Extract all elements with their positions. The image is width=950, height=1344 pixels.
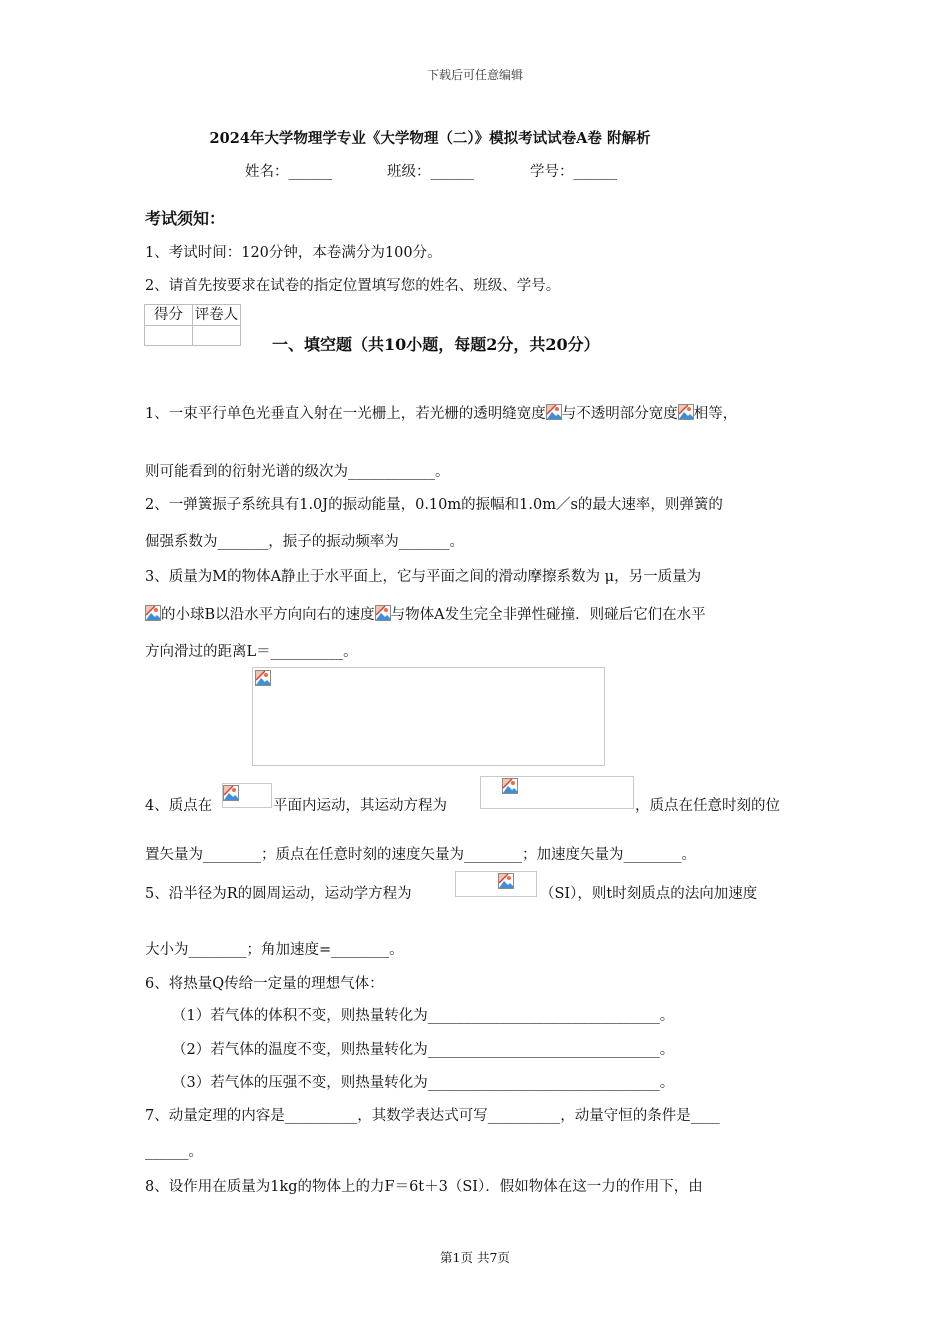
- q3-text-b: 与物体A发生完全非弹性碰撞．则碰后它们在水平: [390, 607, 706, 623]
- formula-image-frame: [455, 871, 537, 897]
- question-3-line1: 3、质量为M的物体A静止于水平面上，它与平面之间的滑动摩擦系数为 μ，另一质量为: [145, 569, 702, 585]
- question-6-sub3: （3）若气体的压强不变，则热量转化为________________________________。: [172, 1075, 675, 1091]
- question-5-line1a: 5、沿半径为R的圆周运动，运动学方程为: [145, 886, 412, 902]
- score-cell: [145, 326, 193, 346]
- student-id-field: 学号：______: [530, 164, 617, 180]
- broken-image-icon: [145, 605, 161, 621]
- question-1-line2: 则可能看到的衍射光谱的级次为____________。: [145, 464, 450, 480]
- name-field: 姓名：______: [245, 164, 332, 180]
- broken-image-icon: [498, 873, 514, 889]
- broken-image-icon: [502, 778, 518, 794]
- question-2-line2: 倔强系数为_______，振子的振动频率为_______。: [145, 534, 464, 550]
- question-6-sub1: （1）若气体的体积不变，则热量转化为________________________________。: [172, 1008, 675, 1024]
- exam-title: 2024年大学物理学专业《大学物理（二）》模拟考试试卷A卷 附解析: [209, 130, 651, 147]
- q1-text-b: 与不透明部分宽度: [561, 406, 678, 422]
- broken-image-icon: [223, 785, 239, 801]
- grader-cell: [193, 326, 241, 346]
- question-3-line2: [145, 603, 706, 624]
- broken-image-icon: [546, 404, 562, 420]
- notice-item: 2、请首先按要求在试卷的指定位置填写您的姓名、班级、学号。: [145, 278, 561, 294]
- question-6-line1: 6、将热量Q传给一定量的理想气体：: [145, 976, 384, 992]
- question-4-line1a: 4、质点在: [145, 798, 213, 814]
- question-2-line1: 2、一弹簧振子系统具有1.0J的振动能量，0.10m的振幅和1.0m／s的最大速率，则弹簧的: [145, 497, 723, 513]
- question-3-line3: 方向滑过的距离L＝__________。: [145, 644, 358, 660]
- section-heading: 一、填空题（共10小题，每题2分，共20分）: [272, 335, 600, 354]
- question-4-line2: 置矢量为________；质点在任意时刻的速度矢量为________；加速度矢量为________。: [145, 847, 696, 863]
- q1-text-a: 1、一束平行单色光垂直入射在一光栅上，若光栅的透明缝宽度: [145, 406, 546, 422]
- question-4-line1c: ，质点在任意时刻的位: [635, 798, 780, 814]
- class-field: 班级：______: [387, 164, 474, 180]
- broken-image-icon: [375, 605, 391, 621]
- notice-heading: 考试须知：: [145, 209, 226, 228]
- broken-image-icon: [255, 670, 271, 686]
- question-4-line1b: 平面内运动，其运动方程为: [273, 798, 447, 814]
- page-footer: 第1页 共7页: [440, 1250, 510, 1265]
- question-6-sub2: （2）若气体的温度不变，则热量转化为________________________________。: [172, 1042, 675, 1058]
- notice-item: 1、考试时间：120分钟，本卷满分为100分。: [145, 245, 442, 261]
- broken-image-icon: [678, 404, 694, 420]
- question-8-line1: 8、设作用在质量为1kg的物体上的力F＝6t＋3（SI）．假如物体在这一力的作用下，由: [145, 1179, 703, 1195]
- q1-text-c: 相等，: [693, 406, 738, 422]
- question-7-line2: ______。: [145, 1144, 203, 1160]
- question-5-line2: 大小为________；角加速度=________。: [145, 942, 404, 958]
- grader-label: 评卷人: [193, 305, 241, 326]
- question-5-line1b: （SI），则t时刻质点的法向加速度: [540, 886, 758, 902]
- score-label: 得分: [145, 305, 193, 326]
- question-7-line1: 7、动量定理的内容是__________，其数学表达式可写__________，动量守恒的条件是____: [145, 1108, 720, 1124]
- page-header: 下载后可任意编辑: [426, 68, 523, 82]
- q3-text-a: 的小球B以沿水平方向向右的速度: [161, 607, 375, 623]
- score-table: [144, 304, 241, 346]
- question-1-line1: [145, 402, 737, 423]
- figure-placeholder: [252, 667, 605, 766]
